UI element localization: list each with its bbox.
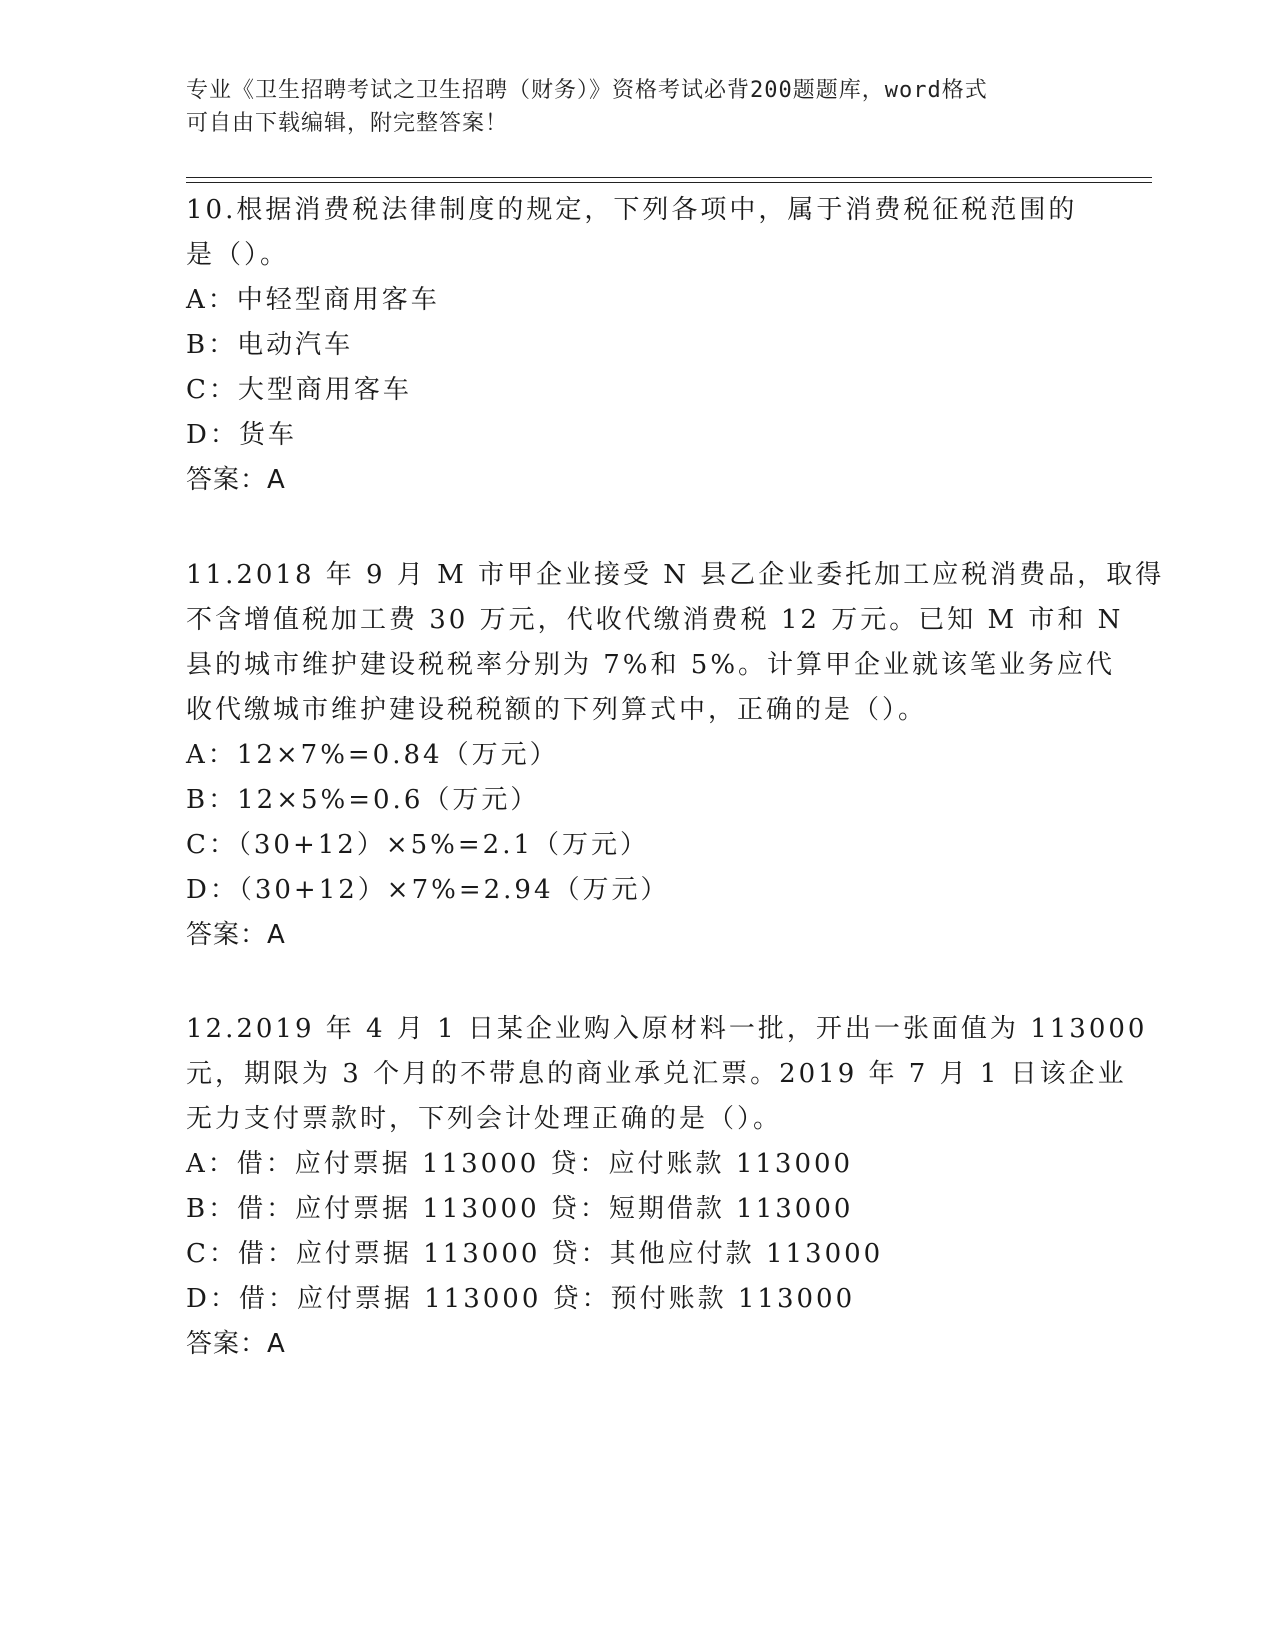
stem-line: 元，期限为 3 个月的不带息的商业承兑汇票。2019 年 7 月 1 日该企业 [186, 1059, 1127, 1089]
question-11 [186, 553, 1165, 958]
question-stem [186, 1007, 1148, 1142]
stem-line: 无力支付票款时，下列会计处理正确的是（）。 [186, 1104, 783, 1134]
answer: 答案：A [186, 1329, 286, 1359]
stem-line: 10.根据消费税法律制度的规定，下列各项中，属于消费税征税范围的 [186, 195, 1078, 225]
option-a: A：中轻型商用客车 [186, 285, 440, 315]
stem-line: 是（）。 [186, 240, 290, 270]
option-d: D：借：应付票据 113000 贷：预付账款 113000 [186, 1284, 856, 1314]
option-c: C：（30+12）×5%=2.1（万元） [186, 830, 650, 860]
option-a: A：12×7%=0.84（万元） [186, 740, 559, 770]
header-divider-top [186, 177, 1152, 178]
stem-line: 县的城市维护建设税税率分别为 7%和 5%。计算甲企业就该笔业务应代 [186, 650, 1116, 680]
option-b: B：12×5%=0.6（万元） [186, 785, 540, 815]
header-line: 专业《卫生招聘考试之卫生招聘（财务）》资格考试必背200题题库，word格式 [186, 78, 988, 103]
question-stem [186, 553, 1165, 733]
option-a: A：借：应付票据 113000 贷：应付账款 113000 [186, 1149, 854, 1179]
option-c: C：大型商用客车 [186, 375, 412, 405]
option-b: B：电动汽车 [186, 330, 354, 360]
question-stem [186, 188, 1086, 278]
question-12 [186, 1007, 1148, 1367]
stem-line: 11.2018 年 9 月 M 市甲企业接受 N 县乙企业委托加工应税消费品，取得 [186, 560, 1165, 590]
stem-line: 12.2019 年 4 月 1 日某企业购入原材料一批，开出一张面值为 113000 [186, 1014, 1148, 1044]
header-line: 可自由下载编辑，附完整答案！ [186, 111, 509, 136]
question-10 [186, 188, 1086, 503]
answer: 答案：A [186, 920, 286, 950]
stem-line: 不含增值税加工费 30 万元，代收代缴消费税 12 万元。已知 M 市和 N [186, 605, 1124, 635]
option-d: D：货车 [186, 420, 297, 450]
answer: 答案：A [186, 465, 286, 495]
document-header [186, 74, 1066, 140]
option-d: D：（30+12）×7%=2.94（万元） [186, 875, 670, 905]
option-b: B：借：应付票据 113000 贷：短期借款 113000 [186, 1194, 854, 1224]
header-divider-bottom [186, 182, 1152, 183]
option-c: C：借：应付票据 113000 贷：其他应付款 113000 [186, 1239, 884, 1269]
stem-line: 收代缴城市维护建设税税额的下列算式中，正确的是（）。 [186, 695, 928, 725]
